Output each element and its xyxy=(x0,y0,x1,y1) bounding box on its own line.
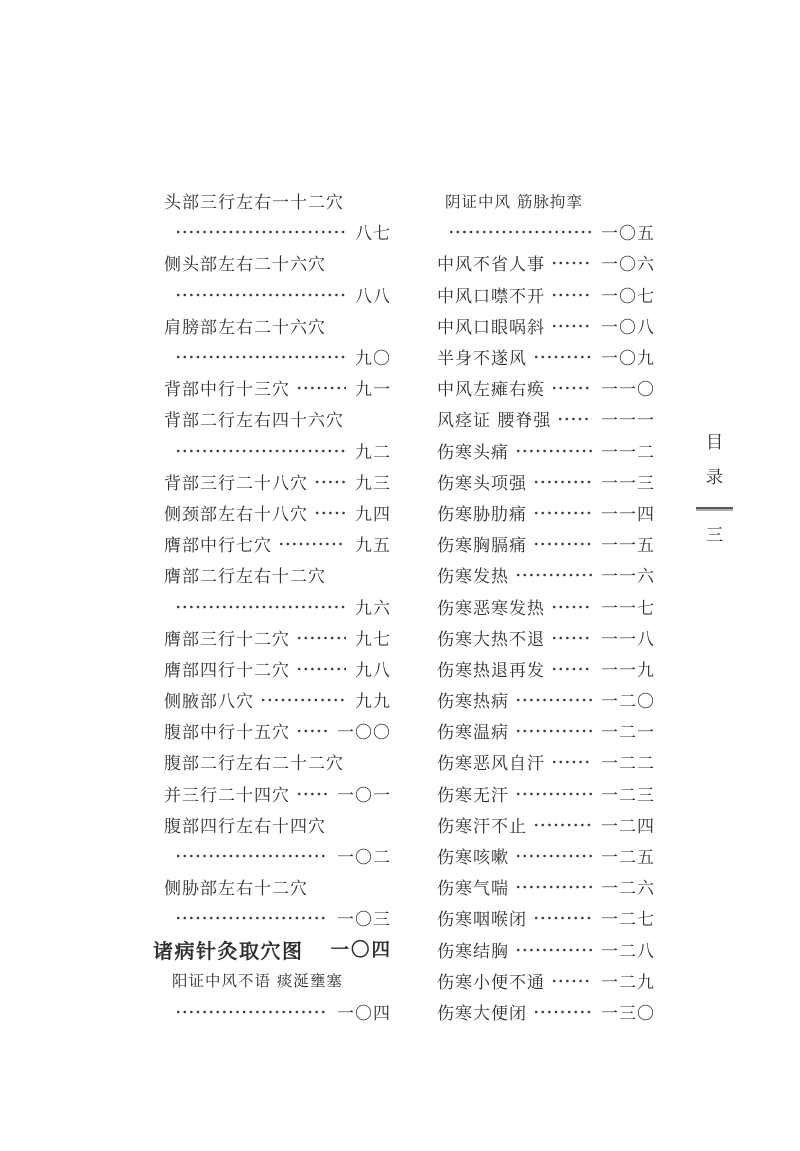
toc-row xyxy=(164,216,391,247)
toc-page-number: 九二 xyxy=(355,442,391,463)
toc-entry-label: 伤寒恶寒发热 xyxy=(437,598,545,619)
toc-row xyxy=(437,996,655,1027)
toc-entry-label: 伤寒无汗 xyxy=(437,785,509,806)
toc-row xyxy=(437,778,655,809)
toc-row xyxy=(437,466,655,497)
toc-entry-label: 膺部三行十二穴 xyxy=(164,629,290,650)
dot-leader xyxy=(534,355,592,359)
dot-leader xyxy=(534,511,592,515)
toc-entry-label: 膺部二行左右十二穴 xyxy=(164,567,326,588)
toc-row xyxy=(164,809,391,840)
dot-leader xyxy=(558,417,592,421)
toc-entry-label: 腹部中行十五穴 xyxy=(164,723,290,744)
toc-page-number: 一一八 xyxy=(601,629,655,650)
toc-entry-label: 中风口眼㖞斜 xyxy=(437,317,545,338)
toc-row xyxy=(164,902,391,933)
dot-leader xyxy=(297,667,346,671)
dot-leader xyxy=(279,542,346,546)
toc-row xyxy=(437,965,655,996)
dot-leader xyxy=(297,792,328,796)
margin-divider-rule xyxy=(696,507,733,511)
toc-entry-label: 伤寒头项强 xyxy=(437,473,527,494)
toc-entry-label: 头部三行左右一十二穴 xyxy=(164,193,344,214)
dot-leader xyxy=(534,823,592,827)
toc-page-number: 一〇七 xyxy=(601,286,655,307)
dot-leader xyxy=(552,324,592,328)
toc-entry-label: 侧腋部八穴 xyxy=(164,692,254,713)
toc-row xyxy=(164,965,391,996)
toc-entry-label: 膺部四行十二穴 xyxy=(164,660,290,681)
dot-leader xyxy=(297,636,346,640)
dot-leader xyxy=(552,667,592,671)
toc-entry-label: 膺部中行七穴 xyxy=(164,536,272,557)
toc-entry-label: 中风左瘫右痪 xyxy=(437,380,545,401)
toc-entry-label: 背部三行二十八穴 xyxy=(164,473,308,494)
dot-leader xyxy=(261,698,346,702)
toc-page-number: 一一三 xyxy=(601,473,655,494)
dot-leader xyxy=(176,916,328,920)
toc-entry-label: 腹部二行左右二十二穴 xyxy=(164,754,344,775)
dot-leader xyxy=(534,1010,592,1014)
toc-row xyxy=(164,279,391,310)
dot-leader xyxy=(552,760,592,764)
toc-row xyxy=(437,559,655,590)
dot-leader xyxy=(449,230,592,234)
toc-row xyxy=(164,341,391,372)
toc-row xyxy=(164,497,391,528)
margin-title-char-1: 目 xyxy=(705,433,724,453)
toc-page-number: 一〇九 xyxy=(601,349,655,370)
margin-title-char-2: 录 xyxy=(705,468,724,488)
dot-leader xyxy=(552,605,592,609)
toc-page-number: 一〇四 xyxy=(330,940,393,962)
toc-row xyxy=(164,310,391,341)
toc-page-number: 九三 xyxy=(355,473,391,494)
dot-leader xyxy=(516,573,592,577)
dot-leader xyxy=(552,979,592,983)
toc-row xyxy=(437,216,655,247)
dot-leader xyxy=(534,542,592,546)
toc-row xyxy=(437,902,655,933)
toc-entry-label: 并三行二十四穴 xyxy=(164,785,290,806)
toc-entry-label: 侧颈部左右十八穴 xyxy=(164,504,308,525)
toc-page-number: 一一六 xyxy=(601,567,655,588)
dot-leader xyxy=(315,511,346,515)
toc-row xyxy=(437,341,655,372)
dot-leader xyxy=(176,230,346,234)
toc-page-number: 一一一 xyxy=(601,411,655,432)
toc-row xyxy=(164,778,391,809)
toc-page-number: 一一二 xyxy=(601,442,655,463)
toc-page-number: 一〇八 xyxy=(601,317,655,338)
toc-page-number: 九一 xyxy=(355,380,391,401)
toc-page-number: 一二四 xyxy=(601,816,655,837)
toc-page-number: 一二〇 xyxy=(601,692,655,713)
toc-entry-label: 伤寒气喘 xyxy=(437,879,509,900)
toc-left-column xyxy=(153,185,393,1027)
toc-entry-label: 伤寒胁肋痛 xyxy=(437,504,527,525)
toc-page-number: 一〇五 xyxy=(601,224,655,245)
toc-row xyxy=(164,746,391,777)
dot-leader xyxy=(552,293,592,297)
toc-entry-label: 伤寒温病 xyxy=(437,723,509,744)
toc-row xyxy=(164,372,391,403)
dot-leader xyxy=(176,1010,328,1014)
toc-row xyxy=(437,590,655,621)
toc-page-number: 九五 xyxy=(355,536,391,557)
dot-leader xyxy=(297,386,346,390)
toc-entry-label: 阴证中风 筋脉拘挛 xyxy=(445,192,583,211)
toc-row xyxy=(437,809,655,840)
toc-page-number: 一二一 xyxy=(601,723,655,744)
dot-leader xyxy=(297,729,328,733)
toc-page-number: 一〇〇 xyxy=(337,723,391,744)
toc-row xyxy=(164,435,391,466)
dot-leader xyxy=(552,636,592,640)
toc-entry-label: 伤寒热退再发 xyxy=(437,660,545,681)
dot-leader xyxy=(534,480,592,484)
toc-row xyxy=(437,653,655,684)
dot-leader xyxy=(176,355,346,359)
toc-entry-label: 伤寒大便闭 xyxy=(437,1003,527,1024)
toc-entry-label: 阳证中风不语 痰涎壅塞 xyxy=(172,972,343,991)
toc-row xyxy=(437,497,655,528)
toc-row xyxy=(437,435,655,466)
page-margin xyxy=(696,429,733,551)
dot-leader xyxy=(315,480,346,484)
toc-row xyxy=(437,871,655,902)
toc-row xyxy=(164,684,391,715)
toc-row xyxy=(437,715,655,746)
toc-row xyxy=(164,871,391,902)
toc-row xyxy=(437,528,655,559)
dot-leader xyxy=(516,792,592,796)
toc-entry-label: 伤寒胸膈痛 xyxy=(437,536,527,557)
toc-row xyxy=(437,310,655,341)
toc-row xyxy=(164,403,391,434)
toc-entry-label: 背部二行左右四十六穴 xyxy=(164,411,344,432)
toc-page-number: 一一七 xyxy=(601,598,655,619)
toc-row xyxy=(437,684,655,715)
dot-leader xyxy=(516,698,592,702)
toc-row xyxy=(437,622,655,653)
dot-leader xyxy=(176,293,346,297)
dot-leader xyxy=(516,948,592,952)
toc-entry-label: 侧头部左右二十六穴 xyxy=(164,255,326,276)
toc-entry-label: 伤寒大热不退 xyxy=(437,629,545,650)
toc-entry-label: 风痉证 腰脊强 xyxy=(437,411,552,432)
toc-row xyxy=(437,279,655,310)
toc-page-number: 一三〇 xyxy=(601,1003,655,1024)
toc-entry-label: 伤寒汗不止 xyxy=(437,816,527,837)
toc-row xyxy=(437,247,655,278)
toc-row xyxy=(164,528,391,559)
toc-row xyxy=(164,996,391,1027)
toc-page-number: 九八 xyxy=(355,660,391,681)
dot-leader xyxy=(176,605,346,609)
toc-page-number: 一二二 xyxy=(601,754,655,775)
dot-leader xyxy=(516,854,592,858)
dot-leader xyxy=(552,386,592,390)
toc-page-number: 一一四 xyxy=(601,504,655,525)
toc-page-number: 一二八 xyxy=(601,941,655,962)
toc-page-number: 九九 xyxy=(355,692,391,713)
toc-page-number: 九六 xyxy=(355,598,391,619)
toc-row xyxy=(437,403,655,434)
toc-entry-label: 伤寒热病 xyxy=(437,692,509,713)
toc-page-number: 一〇二 xyxy=(337,848,391,869)
toc-row xyxy=(437,840,655,871)
toc-page-number: 八七 xyxy=(355,224,391,245)
dot-leader xyxy=(176,449,346,453)
toc-page-number: 一二九 xyxy=(601,972,655,993)
toc-page-number: 九四 xyxy=(355,504,391,525)
toc-row xyxy=(164,715,391,746)
toc-row xyxy=(153,934,391,965)
toc-entry-label: 伤寒恶风自汗 xyxy=(437,754,545,775)
dot-leader xyxy=(534,916,592,920)
toc-entry-label: 伤寒小便不通 xyxy=(437,972,545,993)
toc-page-number: 八八 xyxy=(355,286,391,307)
toc-entry-label: 侧胁部左右十二穴 xyxy=(164,879,308,900)
toc-entry-label: 腹部四行左右十四穴 xyxy=(164,816,326,837)
toc-page-number: 一一〇 xyxy=(601,380,655,401)
toc-entry-label: 背部中行十三穴 xyxy=(164,380,290,401)
toc-page-number: 一〇六 xyxy=(601,255,655,276)
dot-leader xyxy=(516,729,592,733)
toc-page-number: 一〇四 xyxy=(337,1003,391,1024)
dot-leader xyxy=(176,854,328,858)
divider-rule-light-line xyxy=(696,509,733,511)
toc-row xyxy=(437,934,655,965)
toc-entry-label: 伤寒咳嗽 xyxy=(437,848,509,869)
toc-row xyxy=(437,372,655,403)
toc-entry-label: 中风口噤不开 xyxy=(437,286,545,307)
toc-row xyxy=(164,590,391,621)
toc-entry-label: 伤寒发热 xyxy=(437,567,509,588)
dot-leader xyxy=(516,885,592,889)
toc-page-number: 一〇三 xyxy=(337,910,391,931)
toc-entry-label: 肩膀部左右二十六穴 xyxy=(164,317,326,338)
toc-row xyxy=(437,746,655,777)
toc-page-number: 一二六 xyxy=(601,879,655,900)
toc-row xyxy=(437,185,655,216)
toc-page-number: 九〇 xyxy=(355,349,391,370)
toc-row xyxy=(164,247,391,278)
toc-row xyxy=(164,840,391,871)
toc-page-number: 一一九 xyxy=(601,660,655,681)
toc-row xyxy=(164,466,391,497)
toc-entry-label: 伤寒结胸 xyxy=(437,941,509,962)
toc-row xyxy=(164,622,391,653)
toc-page-number: 一一五 xyxy=(601,536,655,557)
toc-entry-label: 伤寒头痛 xyxy=(437,442,509,463)
toc-page-number: 九七 xyxy=(355,629,391,650)
toc-page-number: 一二三 xyxy=(601,785,655,806)
toc-right-column xyxy=(437,185,655,1027)
dot-leader xyxy=(516,449,592,453)
toc-entry-label: 诸病针灸取穴图 xyxy=(153,938,304,963)
toc-row xyxy=(164,559,391,590)
toc-entry-label: 伤寒咽喉闭 xyxy=(437,910,527,931)
toc-entry-label: 中风不省人事 xyxy=(437,255,545,276)
dot-leader xyxy=(552,261,592,265)
toc-entry-label: 半身不遂风 xyxy=(437,349,527,370)
toc-page-number: 一二七 xyxy=(601,910,655,931)
toc-page-number: 一二五 xyxy=(601,848,655,869)
toc-row xyxy=(164,653,391,684)
toc-row xyxy=(164,185,391,216)
toc-page-number: 一〇一 xyxy=(337,785,391,806)
margin-page-number: 三 xyxy=(705,526,724,546)
